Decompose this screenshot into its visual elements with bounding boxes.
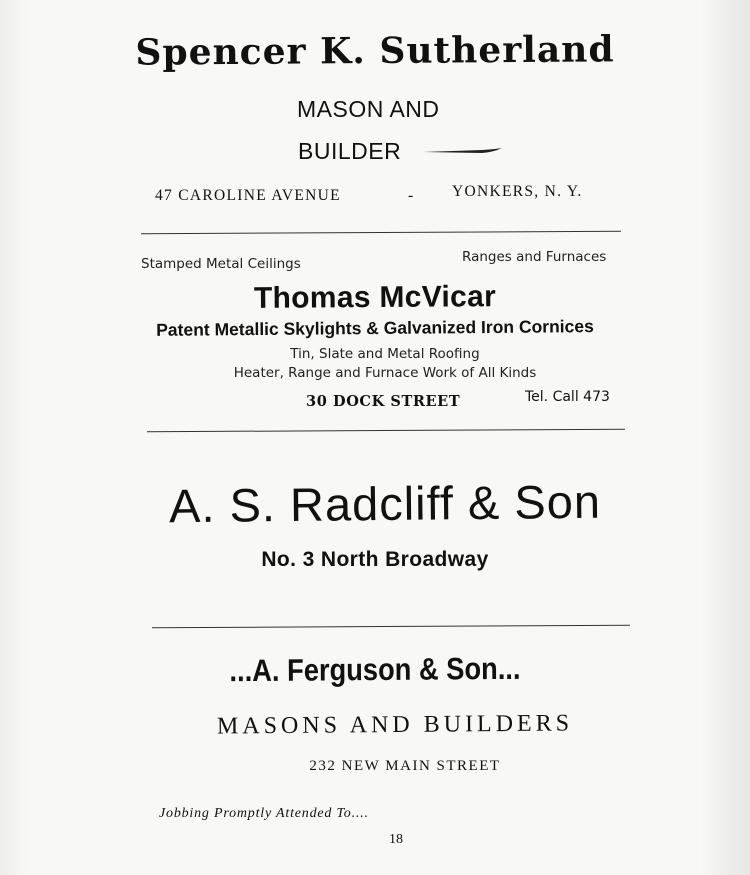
ad-ferguson-address: 232 NEW MAIN STREET [309,758,501,774]
ad-ferguson-trade: MASONS AND BUILDERS [216,710,574,740]
page-number: 18 [389,832,403,847]
divider-2 [147,429,625,433]
ad-sutherland-street: 47 CAROLINE AVENUE [155,187,341,204]
ad-sutherland-line1: MASON AND [297,96,440,122]
ad-mcvicar-right-tag: Ranges and Furnaces [462,249,607,265]
ad-sutherland-city: YONKERS, N. Y. [452,183,583,200]
divider-3 [152,625,630,629]
ad-mcvicar-name: Thomas McVicar [253,280,497,315]
flourish-line [422,146,504,156]
divider-1 [141,231,621,235]
ad-mcvicar-roofing: Tin, Slate and Metal Roofing [290,346,480,362]
ad-sutherland-name: Spencer K. Sutherland [135,28,615,74]
ad-mcvicar-work: Heater, Range and Furnace Work of All Kinds [233,365,537,381]
ad-mcvicar-address: 30 DOCK STREET [306,393,461,410]
ad-sutherland-line2: BUILDER [298,138,402,164]
ad-radcliff-name: A. S. Radcliff & Son [168,474,602,533]
ad-ferguson-note: Jobbing Promptly Attended To.... [159,806,369,821]
ad-mcvicar-left-tag: Stamped Metal Ceilings [141,256,301,272]
ad-sutherland-dash: - [408,187,415,204]
ad-mcvicar-phone: Tel. Call 473 [525,389,610,405]
ad-ferguson-name: ...A. Ferguson & Son... [229,650,521,689]
ad-radcliff-address: No. 3 North Broadway [261,548,489,571]
ad-mcvicar-specialty: Patent Metallic Skylights & Galvanized Iron Cornices [156,316,594,340]
